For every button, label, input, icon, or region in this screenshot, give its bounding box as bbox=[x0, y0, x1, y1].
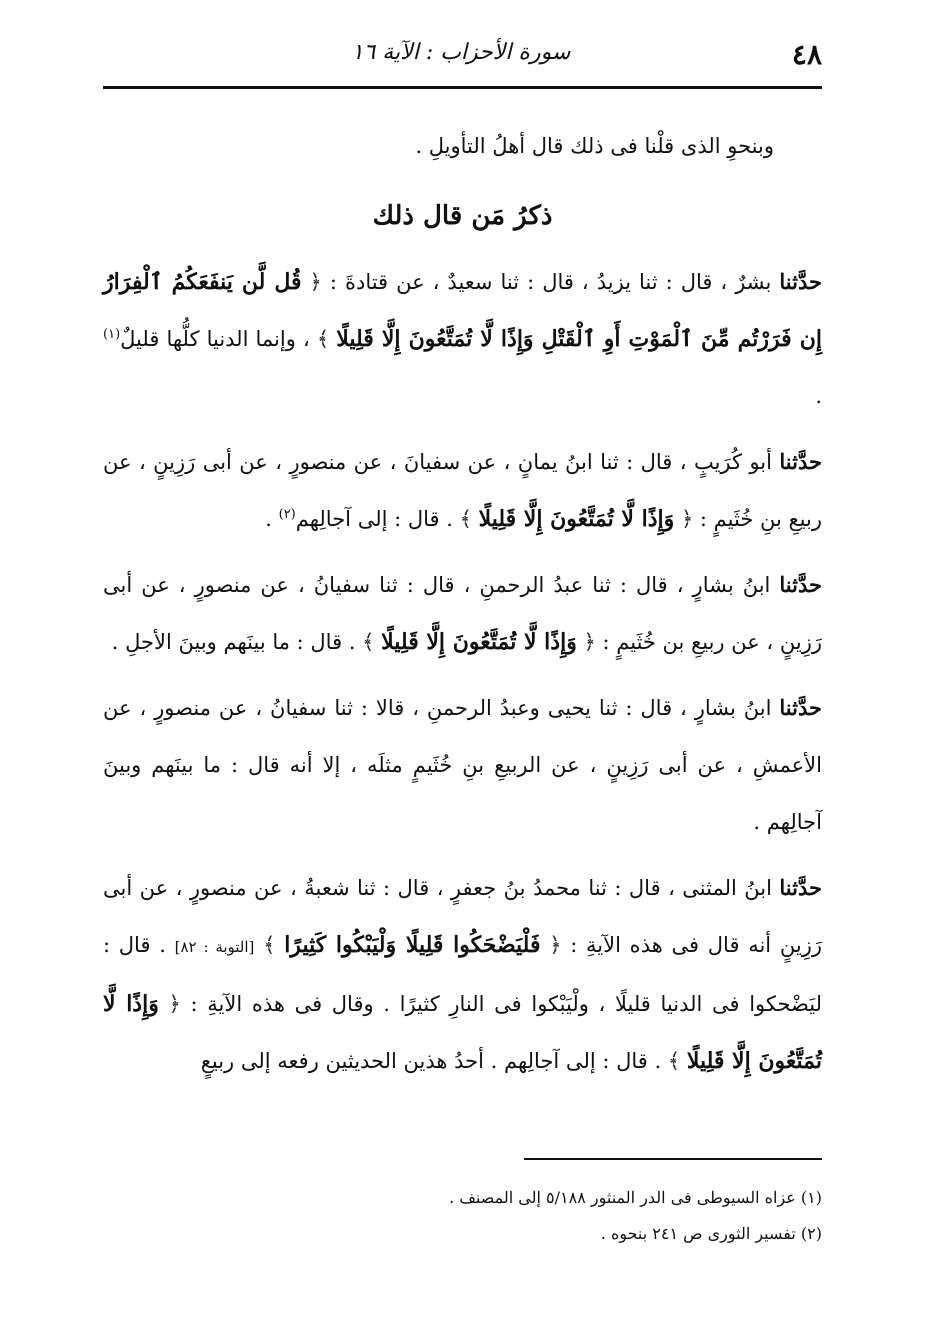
quran-close-ornament: ﴾ bbox=[316, 327, 330, 351]
intro-line: وبنحوِ الذى قلْنا فى ذلك قال أهلُ التأويلِ . bbox=[415, 134, 774, 158]
narration-1 bbox=[103, 253, 822, 425]
quran-open-ornament: ﴿ bbox=[549, 933, 562, 957]
quran-close-ornament: ﴾ bbox=[667, 1049, 681, 1073]
page-body bbox=[103, 118, 822, 1090]
narration-text: ابنُ المثنى ، قال : ثنا محمدُ بنُ جعفرٍ ، قال : ثنا شعبةُ ، عن منصورٍ ، عن أبى رَزِينٍ أنه قال فى هذه الآيةِ : bbox=[103, 876, 822, 957]
narration-end: . bbox=[265, 507, 279, 531]
footnote-rule bbox=[524, 1158, 822, 1160]
narration-text: . قال : إلى آجالِهم . أحدُ هذين الحديثين رفعه إلى ربيعٍ bbox=[200, 1049, 668, 1073]
narration-lead: حدَّثنا bbox=[779, 449, 822, 474]
narration-end: . bbox=[815, 384, 822, 408]
quran-close-ornament: ﴾ bbox=[263, 933, 276, 957]
page-header bbox=[100, 30, 822, 74]
footnote-1: (١) عزاه السيوطى فى الدر المنثور ٥/١٨٨ إلى المصنف . bbox=[449, 1188, 822, 1207]
page-number: ٤٨ bbox=[791, 38, 822, 71]
narration-lead: حدَّثنا bbox=[779, 269, 822, 294]
quran-quote: وَإِذًا لَّا تُمَتَّعُونَ إِلَّا قَلِيلًا bbox=[478, 506, 675, 532]
narration-text: أبو كُرَيبٍ ، قال : ثنا ابنُ يمانٍ ، عن سفيانَ ، عن منصورٍ ، عن أبى رَزِينٍ ، عن ربيعِ بنِ خُثَيمٍ : bbox=[103, 450, 822, 531]
narration-text: ابنُ بشارٍ ، قال : ثنا يحيى وعبدُ الرحمنِ ، قالا : ثنا سفيانُ ، عن منصورٍ ، عن الأعمشِ ، عن أبى رَزِينٍ ، عن الربيعِ بنِ خُثَيمٍ مثلَه ، إلا أنه قال : ما بينَهم وبينَ آجالِهم . bbox=[103, 696, 822, 834]
narration-text: . قال : ما بينَهم وبينَ الأجلِ . bbox=[111, 630, 363, 654]
narration-2 bbox=[103, 433, 822, 548]
narration-lead: حدَّثنا bbox=[779, 572, 822, 597]
narration-lead: حدَّثنا bbox=[779, 875, 822, 900]
quran-close-ornament: ﴾ bbox=[459, 507, 472, 531]
narration-text: ، وإنما الدنيا كلُّها قليلٌ bbox=[120, 327, 317, 351]
narration-5 bbox=[103, 859, 822, 1090]
surah-reference: [التوبة : ٨٢] bbox=[174, 938, 255, 956]
footnote-2: (٢) تفسير الثورى ص ٢٤١ بنحوه . bbox=[600, 1224, 822, 1243]
header-rule bbox=[103, 86, 822, 89]
narration-text: بشرٌ ، قال : ثنا يزيدُ ، قال : ثنا سعيدٌ ، عن قتادةَ : bbox=[321, 270, 780, 294]
running-title: سورة الأحزاب : الآية ١٦ bbox=[351, 40, 571, 65]
narration-text: ابنُ بشارٍ ، قال : ثنا عبدُ الرحمنِ ، قال : ثنا سفيانُ ، عن منصورٍ ، عن أبى رَزِينٍ ، عن ربيعِ بن خُثَيمٍ : bbox=[103, 573, 822, 654]
narration-lead: حدَّثنا bbox=[779, 695, 822, 720]
quran-open-ornament: ﴿ bbox=[309, 270, 322, 294]
quran-open-ornament: ﴿ bbox=[168, 992, 181, 1016]
footnote-marker: (١) bbox=[103, 327, 121, 342]
narration-3 bbox=[103, 556, 822, 671]
quran-quote: وَإِذًا لَّا تُمَتَّعُونَ إِلَّا قَلِيلًا bbox=[103, 991, 822, 1074]
quran-close-ornament: ﴾ bbox=[362, 630, 375, 654]
quran-open-ornament: ﴿ bbox=[583, 630, 596, 654]
quran-quote: فَلْيَضْحَكُوا قَلِيلًا وَلْيَبْكُوا كَثِيرًا bbox=[284, 932, 541, 958]
quran-open-ornament: ﴿ bbox=[680, 507, 694, 531]
narration-text: . قال : إلى آجالِهم bbox=[295, 507, 460, 531]
footnotes bbox=[103, 1180, 822, 1252]
narration-4 bbox=[103, 679, 822, 851]
narration-text: . قال : ليَضْحكوا فى الدنيا قليلًا ، ولْيَبْكوا فى النارِ كثيرًا . وقال فى هذه الآيةِ : bbox=[103, 933, 822, 1016]
quran-quote: وَإِذًا لَّا تُمَتَّعُونَ إِلَّا قَلِيلًا bbox=[381, 629, 577, 655]
footnote-marker: (٢) bbox=[278, 507, 296, 522]
quran-quote: قُل لَّن يَنفَعَكُمُ ٱلْفِرَارُ إِن فَرَرْتُم مِّنَ ٱلْمَوْتِ أَوِ ٱلْقَتْلِ وَإِذًا لَّا تُمَتَّعُونَ إِلَّا قَلِيلًا bbox=[103, 269, 822, 352]
section-heading: ذكرُ مَن قال ذلك bbox=[372, 201, 553, 231]
